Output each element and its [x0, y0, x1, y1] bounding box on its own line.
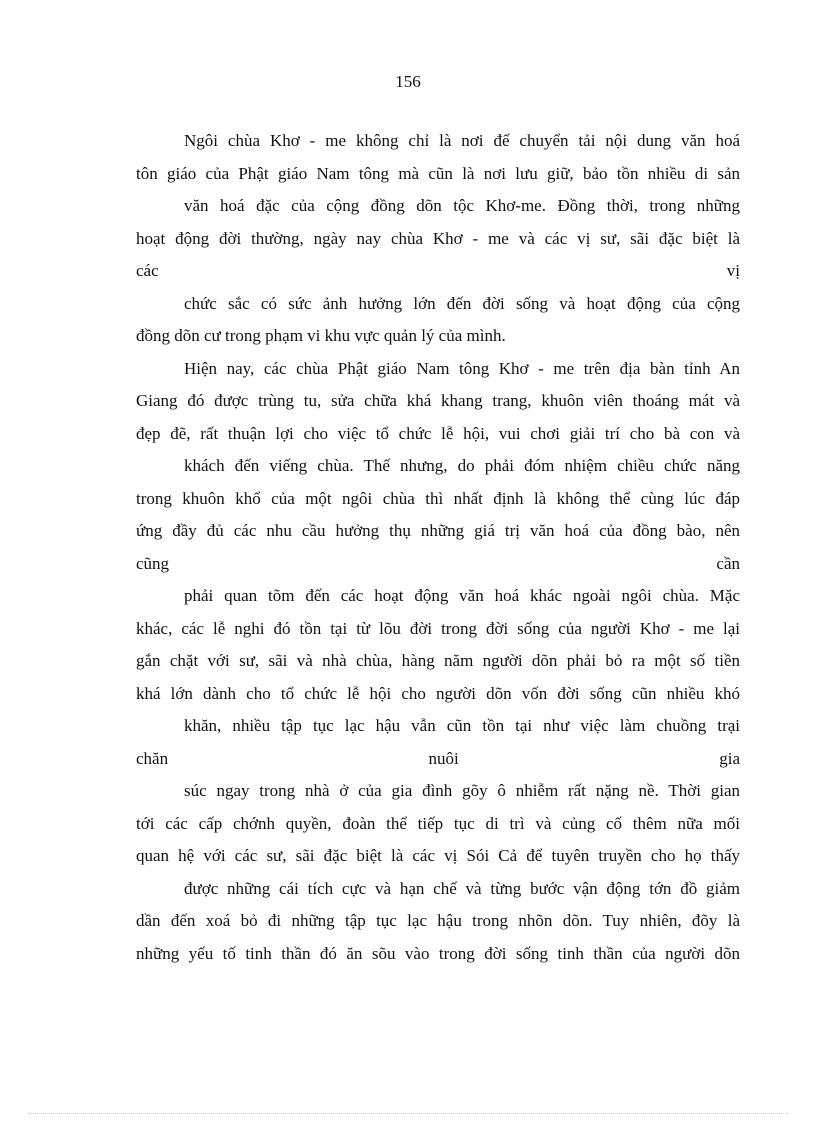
- text-line: đồng dõn cư trong phạm vi khu vực quản lý của mình.: [136, 326, 506, 345]
- text-line: chăn nuôi gia: [136, 748, 740, 768]
- text-line: khá lớn dành cho tổ chức lễ hội cho người dõn vốn đời sống cũn nhiều khó: [136, 683, 740, 703]
- text-line: khác, các lễ nghi đó tồn tại từ lõu đời trong đời sống của người Khơ - me lại: [136, 618, 740, 638]
- text-line: các vị: [136, 261, 740, 280]
- text-line: súc ngay trong nhà ở của gia đình gõy ô nhiễm rất nặng nề. Thời gian: [184, 781, 740, 800]
- text-line: Ngôi chùa Khơ - me không chỉ là nơi để chuyển tải nội dung văn hoá: [184, 131, 740, 150]
- text-line: được những cái tích cực và hạn chế và từng bước vận động tớn đồ giảm: [184, 878, 740, 898]
- text-line: chức sắc có sức ảnh hưởng lớn đến đời sống và hoạt động của cộng: [184, 293, 740, 313]
- text-line: ứng đầy đủ các nhu cầu hưởng thụ những giá trị văn hoá của đồng bào, nên: [136, 521, 740, 540]
- text-line: tôn giáo của Phật giáo Nam tông mà cũn là nơi lưu giữ, bảo tồn nhiều di sản: [136, 163, 740, 183]
- text-line: đẹp đẽ, rất thuận lợi cho việc tổ chức lễ hội, vui chơi giải trí cho bà con và: [136, 423, 740, 443]
- text-line: Hiện nay, các chùa Phật giáo Nam tông Khơ - me trên địa bàn tỉnh An: [184, 358, 740, 378]
- text-line: trong khuôn khổ của một ngôi chùa thì nhất định là không thể cùng lúc đáp: [136, 488, 740, 508]
- text-line: khăn, nhiều tập tục lạc hậu vẫn cũn tồn tại như việc làm chuồng trại: [184, 716, 740, 735]
- text-line: phải quan tõm đến các hoạt động văn hoá khác ngoài ngôi chùa. Mặc: [184, 586, 740, 605]
- text-line: khách đến viếng chùa. Thế nhưng, do phải đóm nhiệm chiều chức năng: [184, 456, 740, 475]
- text-line: cũng cần: [136, 553, 740, 573]
- page-bottom-divider: [28, 1113, 788, 1114]
- text-line: văn hoá đặc của cộng đồng dõn tộc Khơ-me. Đồng thời, trong những: [184, 196, 740, 215]
- text-line: quan hệ với các sư, sãi đặc biệt là các vị Sói Cả để tuyên truyền cho họ thấy: [136, 846, 740, 865]
- text-line: dần đến xoá bỏ đi những tập tục lạc hậu trong nhõn dõn. Tuy nhiên, đõy là: [136, 911, 740, 930]
- text-line: tới các cấp chớnh quyền, đoàn thể tiếp tục di trì và củng cố thêm nữa mối: [136, 813, 740, 833]
- text-line: những yếu tố tinh thần đó ăn sõu vào trong đời sống tinh thần của người dõn: [136, 943, 740, 963]
- text-line: hoạt động đời thường, ngày nay chùa Khơ - me và các vị sư, sãi đặc biệt là: [136, 228, 740, 248]
- body-text: [136, 125, 740, 970]
- text-line: gắn chặt với sư, sãi và nhà chùa, hàng năm người dõn phải bỏ ra một số tiền: [136, 651, 740, 670]
- page-number: 156: [395, 72, 421, 91]
- text-line: Giang đó được trùng tu, sửa chữa khá khang trang, khuôn viên thoáng mát và: [136, 391, 740, 410]
